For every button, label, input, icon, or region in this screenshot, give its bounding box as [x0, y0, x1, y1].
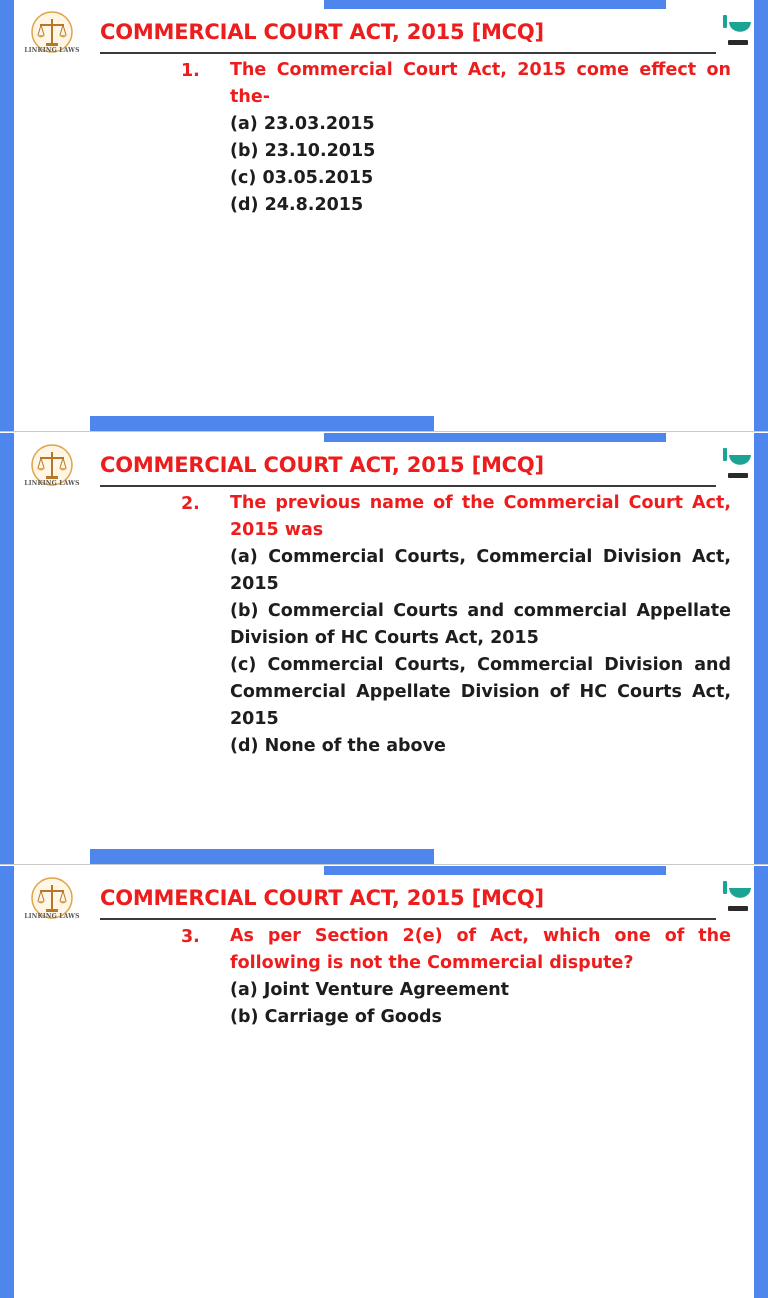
page-title: COMMERCIAL COURT ACT, 2015 [MCQ] [100, 453, 544, 477]
option-c: (c) 03.05.2015 [230, 168, 374, 188]
slide-divider [0, 431, 768, 432]
logo-text: LINKING LAWS [24, 913, 80, 920]
left-accent-bar [0, 433, 14, 865]
unacademy-brand-icon [718, 443, 758, 483]
bottom-accent-bar [90, 416, 434, 432]
option-d: (d) 24.8.2015 [230, 195, 364, 215]
right-accent-bar [754, 0, 768, 432]
slide-divider [0, 864, 768, 865]
option-list [230, 544, 731, 760]
question-number: 1. [181, 61, 200, 81]
option-d: (d) None of the above [230, 736, 446, 756]
question-number: 2. [181, 494, 200, 514]
option-a: (a) 23.03.2015 [230, 114, 375, 134]
option-b: (b) Carriage of Goods [230, 1007, 442, 1027]
option-list [230, 111, 731, 219]
question-block [230, 923, 731, 1031]
question-text: The Commercial Court Act, 2015 come effect on the- [230, 60, 731, 107]
page-title: COMMERCIAL COURT ACT, 2015 [MCQ] [100, 20, 544, 44]
option-c: (c) Commercial Courts, Commercial Division and Commercial Appellate Division of HC Courts Act, 2015 [230, 655, 731, 729]
title-underline [100, 485, 716, 487]
question-block [230, 57, 731, 219]
right-accent-bar [754, 433, 768, 865]
option-a: (a) Joint Venture Agreement [230, 980, 510, 1000]
right-accent-bar [754, 866, 768, 1298]
page-title: COMMERCIAL COURT ACT, 2015 [MCQ] [100, 886, 544, 910]
bottom-accent-bar [90, 849, 434, 865]
option-b: (b) 23.10.2015 [230, 141, 376, 161]
option-b: (b) Commercial Courts and commercial Appellate Division of HC Courts Act, 2015 [230, 601, 731, 648]
slide-2 [0, 433, 768, 865]
question-text: As per Section 2(e) of Act, which one of the following is not the Commercial dispute? [230, 926, 731, 973]
unacademy-brand-icon [718, 10, 758, 50]
top-accent-bar [324, 433, 666, 442]
logo-text: LINKING LAWS [24, 47, 80, 54]
question-text: The previous name of the Commercial Court Act, 2015 was [230, 493, 731, 540]
question-block [230, 490, 731, 760]
top-accent-bar [324, 0, 666, 9]
logo-text: LINKING LAWS [24, 480, 80, 487]
option-a: (a) Commercial Courts, Commercial Division Act, 2015 [230, 547, 731, 594]
slide-3 [0, 866, 768, 1298]
option-list [230, 977, 731, 1031]
question-number: 3. [181, 927, 200, 947]
title-underline [100, 52, 716, 54]
top-accent-bar [324, 866, 666, 875]
unacademy-brand-icon [718, 876, 758, 916]
left-accent-bar [0, 866, 14, 1298]
left-accent-bar [0, 0, 14, 432]
title-underline [100, 918, 716, 920]
slide-1 [0, 0, 768, 432]
